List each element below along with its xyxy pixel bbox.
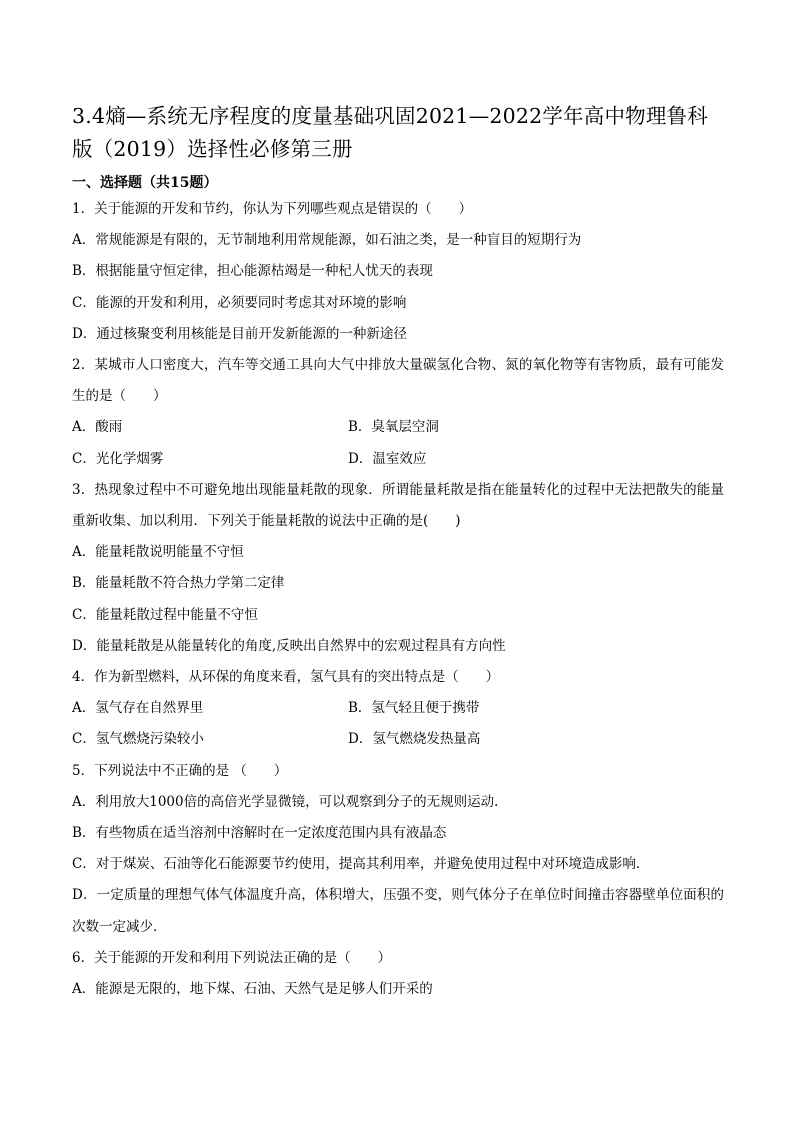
option-c: C．对于煤炭、石油等化石能源要节约使用，提高其利用率，并避免使用过程中对环境造成影响． [72,856,650,873]
option-b: B．臭氧层空洞 [348,419,439,436]
question-3 [72,475,724,662]
question-2 [72,350,724,475]
option-b: B．根据能量守恒定律，担心能源枯竭是一种杞人忧天的表现 [72,263,433,280]
option-a: A．利用放大1000倍的高倍光学显微镜，可以观察到分子的无规则运动． [72,793,508,810]
question-stem: 1．关于能源的开发和节约，你认为下列哪些观点是错误的（ ） [72,201,473,217]
option-a: A．能量耗散说明能量不守恒 [72,544,244,561]
option-b: B．能量耗散不符合热力学第二定律 [72,575,285,592]
options-row [72,444,724,475]
option-a: A．能源是无限的，地下煤、石油、天然气是足够人们开采的 [72,981,433,998]
question-4 [72,662,724,756]
option-d: D．通过核聚变利用核能是目前开发新能源的一种新途径 [72,325,407,342]
option-d: D．温室效应 [348,450,427,467]
option-d: D．一定质量的理想气体气体温度升高，体积增大，压强不变，则气体分子在单位时间撞击容器壁单位面积的次数一定减少． [72,887,724,935]
option-c: C．光化学烟雾 [72,450,164,467]
question-stem: 4．作为新型燃料，从环保的角度来看，氢气具有的突出特点是（ ） [72,669,500,686]
options-row [72,693,724,724]
question-5 [72,756,724,943]
option-a: A．常规能源是有限的，无节制地利用常规能源，如石油之类，是一种盲目的短期行为 [72,232,582,249]
question-stem: 6．关于能源的开发和利用下列说法正确的是（ ） [72,949,392,966]
option-c: C．能源的开发和利用，必须要同时考虑其对环境的影响 [72,294,407,311]
question-6 [72,943,724,1005]
document-page [72,100,724,1005]
option-d: D．氢气燃烧发热量高 [348,731,481,748]
option-b: B．有些物质在适当溶剂中溶解时在一定浓度范围内具有液晶态 [72,825,447,842]
option-b: B．氢气轻且便于携带 [348,700,480,717]
question-stem: 3．热现象过程中不可避免地出现能量耗散的现象．所谓能量耗散是指在能量转化的过程中无法把散失的能量重新收集、加以利用．下列关于能量耗散的说法中正确的是( ) [72,481,724,530]
question-stem: 5．下列说法中不正确的是 （ ） [72,762,288,779]
options-row [72,724,724,755]
document-title: 3.4熵—系统无序程度的度量基础巩固2021—2022学年高中物理鲁科版（2019）选择性必修第三册 [72,104,708,161]
section-heading: 一、选择题（共15题） [72,175,218,191]
question-1 [72,194,724,350]
option-c: C．能量耗散过程中能量不守恒 [72,606,258,623]
question-stem: 2．某城市人口密度大，汽车等交通工具向大气中排放大量碳氢化合物、氮的氧化物等有害物质，最有可能发生的是（ ） [72,357,724,405]
options-row [72,412,724,443]
option-a: A．酸雨 [72,419,123,436]
option-c: C．氢气燃烧污染较小 [72,731,204,748]
option-a: A．氢气存在自然界里 [72,700,204,717]
option-d: D．能量耗散是从能量转化的角度,反映出自然界中的宏观过程具有方向性 [72,637,506,654]
